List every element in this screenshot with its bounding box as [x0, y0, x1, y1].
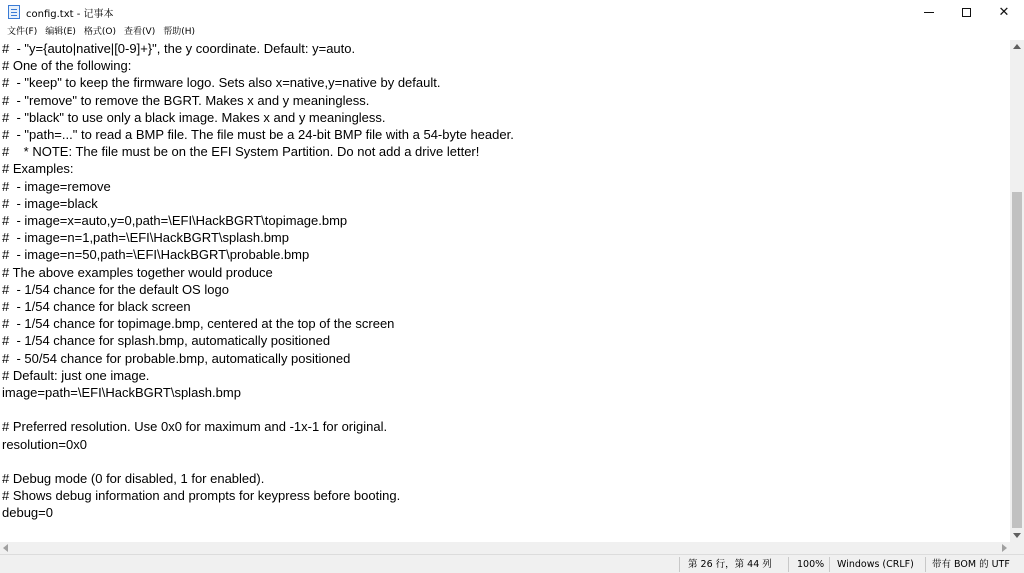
text-line[interactable]: # - "remove" to remove the BGRT. Makes x and y meaningless.: [2, 92, 370, 108]
text-line[interactable]: # - image=n=1,path=\EFI\HackBGRT\splash.bmp: [2, 230, 289, 246]
text-line[interactable]: # - 50/54 chance for probable.bmp, automatically positioned: [2, 350, 351, 366]
close-icon: ✕: [998, 4, 1010, 20]
menu-bar: [0, 24, 1024, 40]
notepad-icon: [8, 5, 20, 19]
text-line[interactable]: # - 1/54 chance for black screen: [2, 299, 191, 314]
close-button[interactable]: [984, 0, 1024, 24]
minimize-icon: [924, 12, 934, 13]
maximize-button[interactable]: [947, 0, 985, 24]
scroll-up-icon[interactable]: [1013, 44, 1021, 49]
text-line[interactable]: # One of the following:: [2, 58, 132, 74]
text-line[interactable]: # - 1/54 chance for splash.bmp, automatically positioned: [2, 333, 331, 349]
scrollbar-corner: [1010, 542, 1024, 554]
menu-format[interactable]: 格式(O): [83, 27, 117, 37]
vertical-scrollbar[interactable]: [1010, 40, 1024, 542]
status-bar: [0, 554, 1024, 573]
menu-help[interactable]: 帮助(H): [163, 27, 196, 37]
text-line[interactable]: # - image=x=auto,y=0,path=\EFI\HackBGRT\topimage.bmp: [2, 213, 348, 228]
text-line[interactable]: # * NOTE: The file must be on the EFI System Partition. Do not add a drive letter!: [2, 144, 480, 160]
window-title: config.txt - 记事本: [26, 9, 114, 20]
text-line[interactable]: # - 1/54 chance for the default OS logo: [2, 281, 229, 297]
text-line[interactable]: # - "keep" to keep the firmware logo. Sets also x=native,y=native by default.: [2, 75, 441, 91]
text-line[interactable]: # - image=remove: [2, 178, 111, 194]
text-line[interactable]: # - "path=..." to read a BMP file. The file must be a 24-bit BMP file with a 54-byte header.: [2, 127, 514, 142]
text-line[interactable]: # - "y={auto|native|[0-9]+}", the y coordinate. Default: y=auto.: [2, 41, 356, 56]
text-line[interactable]: # The above examples together would produce: [2, 264, 273, 280]
text-line[interactable]: # - "black" to use only a black image. Makes x and y meaningless.: [2, 109, 386, 125]
menu-view[interactable]: 查看(V): [124, 27, 156, 37]
text-line[interactable]: # Examples:: [2, 161, 74, 177]
text-line[interactable]: # Shows debug information and prompts for keypress before booting.: [2, 488, 401, 504]
scroll-left-icon[interactable]: [3, 544, 8, 552]
menu-file[interactable]: 文件(F): [7, 27, 38, 37]
scroll-right-icon[interactable]: [1002, 544, 1007, 552]
minimize-button[interactable]: [910, 0, 948, 24]
text-line[interactable]: resolution=0x0: [2, 436, 87, 452]
text-line[interactable]: # - image=n=50,path=\EFI\HackBGRT\probable.bmp: [2, 247, 310, 263]
status-separator: [788, 557, 789, 572]
status-separator: [829, 557, 830, 572]
text-line[interactable]: # Debug mode (0 for disabled, 1 for enabled).: [2, 471, 265, 486]
text-editor[interactable]: [0, 40, 1010, 542]
text-line[interactable]: # Preferred resolution. Use 0x0 for maximum and -1x-1 for original.: [2, 419, 388, 435]
status-cursor-position: 第 26 行，第 44 列: [688, 559, 772, 570]
status-separator: [925, 557, 926, 572]
text-line[interactable]: # - image=black: [2, 195, 98, 211]
menu-edit[interactable]: 编辑(E): [45, 27, 76, 37]
title-bar: [0, 0, 1024, 24]
status-separator: [679, 557, 680, 572]
status-zoom: 100%: [797, 559, 825, 570]
text-line[interactable]: # - 1/54 chance for topimage.bmp, centered at the top of the screen: [2, 316, 395, 332]
scroll-down-icon[interactable]: [1013, 533, 1021, 538]
status-encoding: 带有 BOM 的 UTF: [932, 559, 1010, 570]
status-line-ending: Windows (CRLF): [837, 559, 914, 570]
vertical-scroll-thumb[interactable]: [1012, 192, 1022, 528]
maximize-icon: [962, 8, 971, 17]
horizontal-scrollbar[interactable]: [0, 542, 1010, 554]
text-line[interactable]: debug=0: [2, 505, 53, 521]
text-line[interactable]: image=path=\EFI\HackBGRT\splash.bmp: [2, 385, 241, 400]
text-line[interactable]: # Default: just one image.: [2, 367, 150, 383]
